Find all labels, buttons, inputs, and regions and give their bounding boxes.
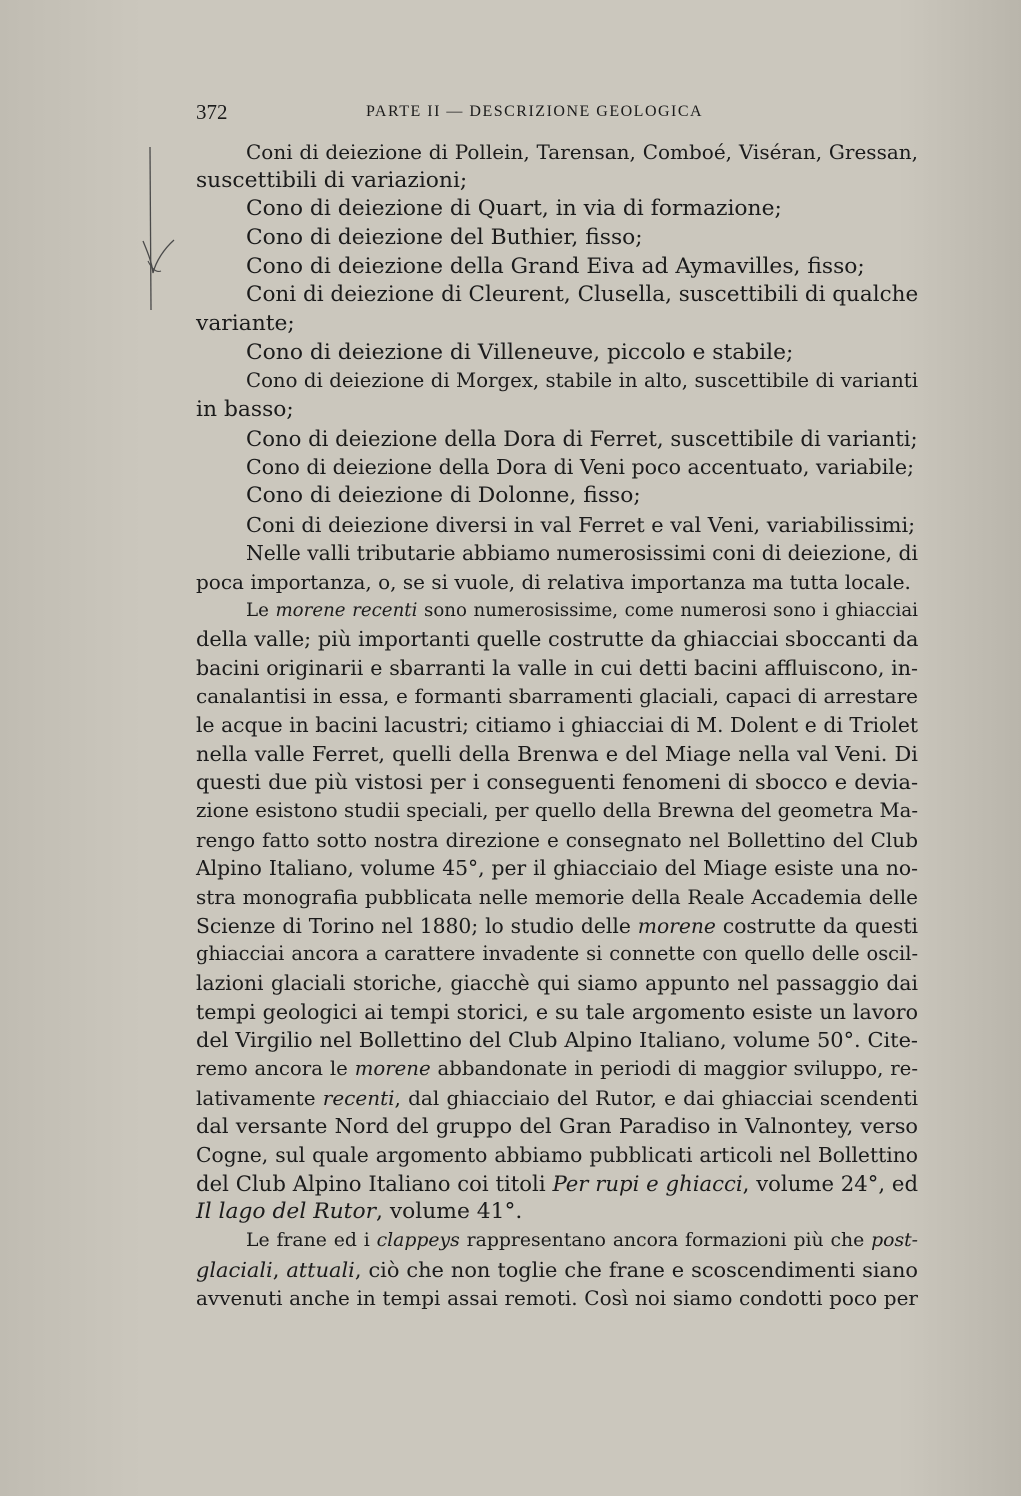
text-line: rengo fatto sotto nostra direzione e consegnato nel Bollettino del Club (196, 827, 918, 852)
text-line: glaciali, attuali, ciò che non toglie che frane e scoscendimenti siano (196, 1257, 918, 1282)
text-line: Nelle valli tributarie abbiamo numerosissimi coni di deiezione, di (246, 541, 918, 566)
body-text (196, 138, 918, 1313)
text-line: Coni di deiezione diversi in val Ferret e val Veni, variabilissimi; (246, 512, 916, 537)
text-line: ghiacciai ancora a carattere invadente si connette con quello delle oscil- (196, 942, 918, 966)
handwritten-margin-mark (134, 145, 184, 315)
text-line: tempi geologici ai tempi storici, e su tale argomento esiste un lavoro (196, 999, 918, 1024)
text-line: bacini originarii e sbarranti la valle in cui detti bacini affluiscono, in- (196, 655, 918, 680)
text-line: variante; (196, 310, 295, 336)
text-line: Le frane ed i clappeys rappresentano ancora formazioni più che post- (246, 1229, 918, 1251)
text-line: canalantisi in essa, e formanti sbarramenti glaciali, capaci di arrestare (196, 684, 918, 709)
text-line: Cono di deiezione di Dolonne, fisso; (246, 482, 641, 508)
text-line: Alpino Italiano, volume 45°, per il ghiacciaio del Miage esiste una no- (196, 856, 918, 881)
text-line: Scienze di Torino nel 1880; lo studio delle morene costrutte da questi (196, 913, 919, 938)
text-line: le acque in bacini lacustri; citiamo i ghiacciai di M. Dolent e di Triolet (196, 713, 918, 738)
text-line: in basso; (196, 396, 294, 422)
text-line: Cono di deiezione di Quart, in via di formazione; (246, 196, 782, 222)
text-line: Cono di deiezione della Grand Eiva ad Aymavilles, fisso; (246, 253, 865, 279)
text-line: lativamente recenti, dal ghiacciaio del Rutor, e dai ghiacciai scendenti (196, 1085, 918, 1110)
text-line: Le morene recenti sono numerosissime, come numerosi sono i ghiacciai (246, 599, 918, 621)
text-line: zione esistono studii speciali, per quello della Brewna del geometra Ma- (196, 799, 918, 823)
text-line: poca importanza, o, se si vuole, di relativa importanza ma tutta locale. (196, 569, 911, 594)
text-line: questi due più vistosi per i conseguenti fenomeni di sbocco e devia- (196, 770, 918, 795)
text-line: nella valle Ferret, quelli della Brenwa e del Miage nella val Veni. Di (196, 741, 918, 766)
text-line: Coni di deiezione di Pollein, Tarensan, Comboé, Viséran, Gressan, (246, 140, 918, 164)
page-header (196, 100, 918, 130)
text-line: Coni di deiezione di Cleurent, Clusella, suscettibili di qualche (246, 282, 919, 308)
text-line: della valle; più importanti quelle costrutte da ghiacciai sboccanti da (196, 627, 919, 652)
text-line: lazioni glaciali storiche, giacchè qui siamo appunto nel passaggio dai (196, 971, 918, 996)
text-line: Cogne, sul quale argomento abbiamo pubblicati articoli nel Bollettino (196, 1142, 918, 1167)
text-line: suscettibili di variazioni; (196, 167, 468, 193)
running-head: PARTE II — DESCRIZIONE GEOLOGICA (366, 103, 704, 120)
text-line: Cono di deiezione di Morgex, stabile in alto, suscettibile di varianti (246, 369, 918, 393)
text-line: stra monografia pubblicata nelle memorie della Reale Accademia delle (196, 885, 918, 910)
text-line: dal versante Nord del gruppo del Gran Paradiso in Valnontey, verso (196, 1114, 918, 1139)
text-line: remo ancora le morene abbandonate in periodi di maggior sviluppo, re- (196, 1057, 918, 1080)
text-line: Cono di deiezione della Dora di Veni poco accentuato, variabile; (246, 455, 915, 480)
text-line: Cono di deiezione di Villeneuve, piccolo e stabile; (246, 339, 794, 365)
text-line: del Virgilio nel Bollettino del Club Alpino Italiano, volume 50°. Cite- (196, 1028, 918, 1053)
text-line: Cono di deiezione della Dora di Ferret, suscettibile di varianti; (246, 425, 918, 451)
text-line: Cono di deiezione del Buthier, fisso; (246, 224, 643, 250)
text-line: avvenuti anche in tempi assai remoti. Così noi siamo condotti poco per (196, 1286, 918, 1311)
text-line: Il lago del Rutor, volume 41°. (196, 1199, 523, 1225)
page-number: 372 (196, 100, 228, 124)
text-line: del Club Alpino Italiano coi titoli Per rupi e ghiacci, volume 24°, ed (196, 1170, 919, 1196)
